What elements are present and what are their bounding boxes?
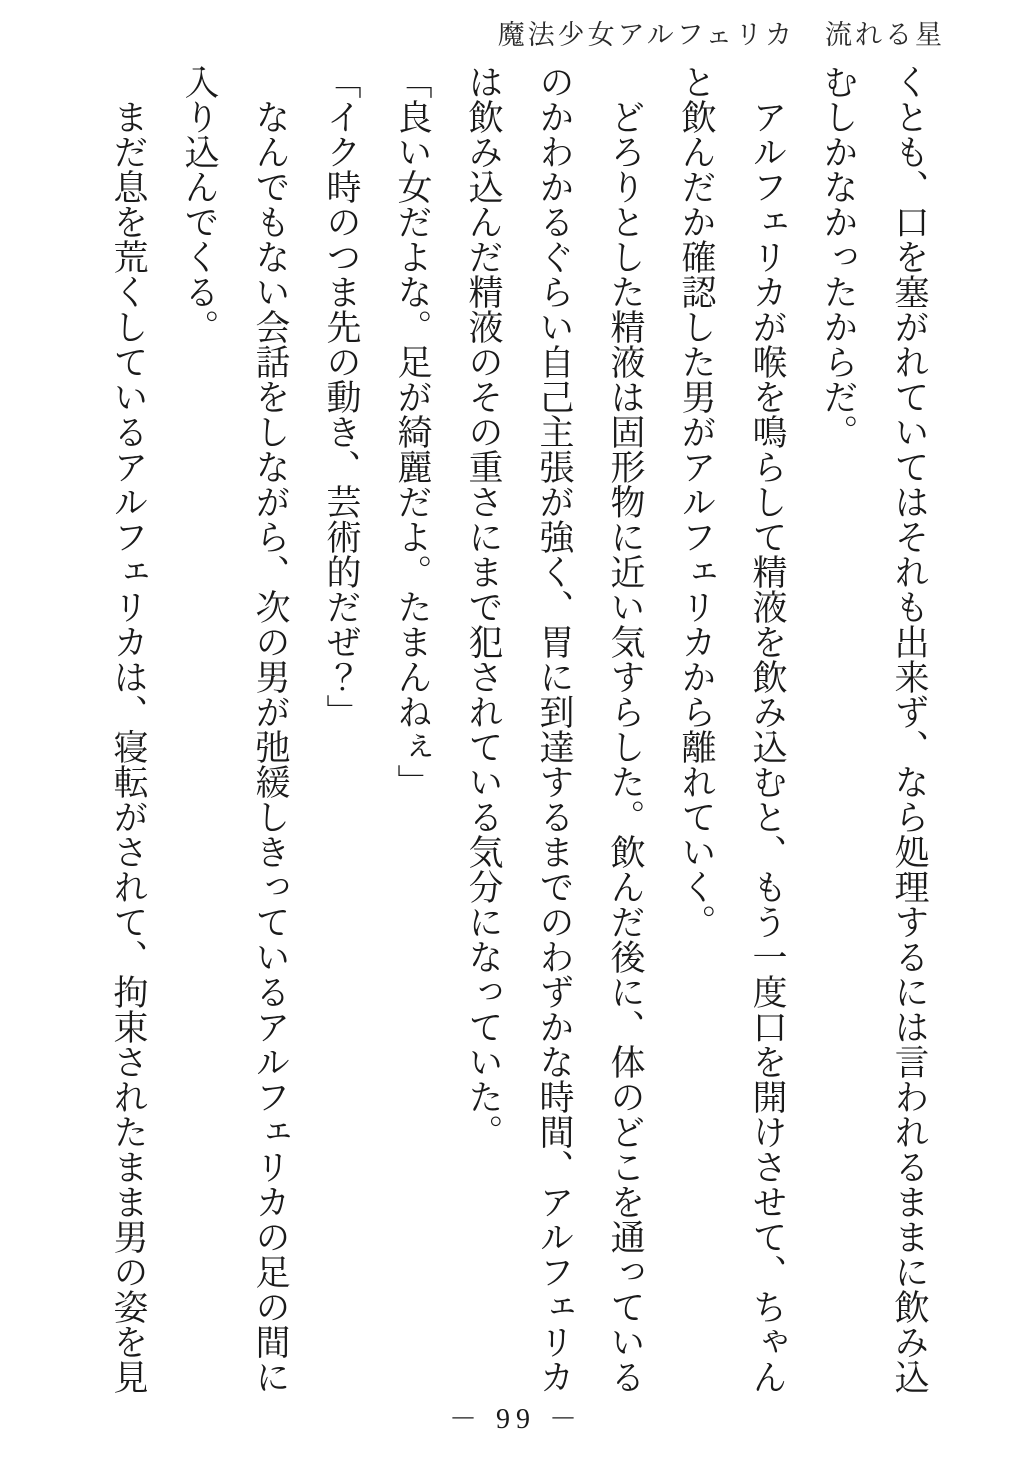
page-number: － 99 －	[448, 1404, 583, 1435]
running-header: 魔法少女アルフェリカ 流れる星	[497, 20, 945, 50]
paragraph-3: どろりとした精液は固形物に近い気すらした。飲んだ後に、体のどこを通っているのかわかるぐらい自己主張が強く、胃に到達するまでのわずかな時間、アルフェリカは飲み込んだ精液のその重さにまで犯されている気分になっていた。	[464, 64, 645, 1394]
paragraph-5-dialogue: 「イク時のつま先の動き、芸術的だぜ？」	[322, 64, 361, 729]
paragraph-7: まだ息を荒くしているアルフェリカは、寝転がされて、拘束されたまま男の姿を見	[109, 64, 148, 1394]
paragraph-6: なんでもない会話をしながら、次の男が弛緩しきっているアルフェリカの足の間に入り込んでくる。	[180, 64, 290, 1394]
body-text	[93, 64, 945, 1400]
paragraph-1: くとも、口を塞がれていてはそれも出来ず、なら処理するには言われるままに飲み込むしかなかったからだ。	[819, 64, 929, 1394]
paragraph-4-dialogue: 「良い女だよな。足が綺麗だよ。たまんねぇ」	[393, 64, 432, 799]
paragraph-2: アルフェリカが喉を鳴らして精液を飲み込むと、もう一度口を開けさせて、ちゃんと飲んだか確認した男がアルフェリカから離れていく。	[677, 64, 787, 1394]
